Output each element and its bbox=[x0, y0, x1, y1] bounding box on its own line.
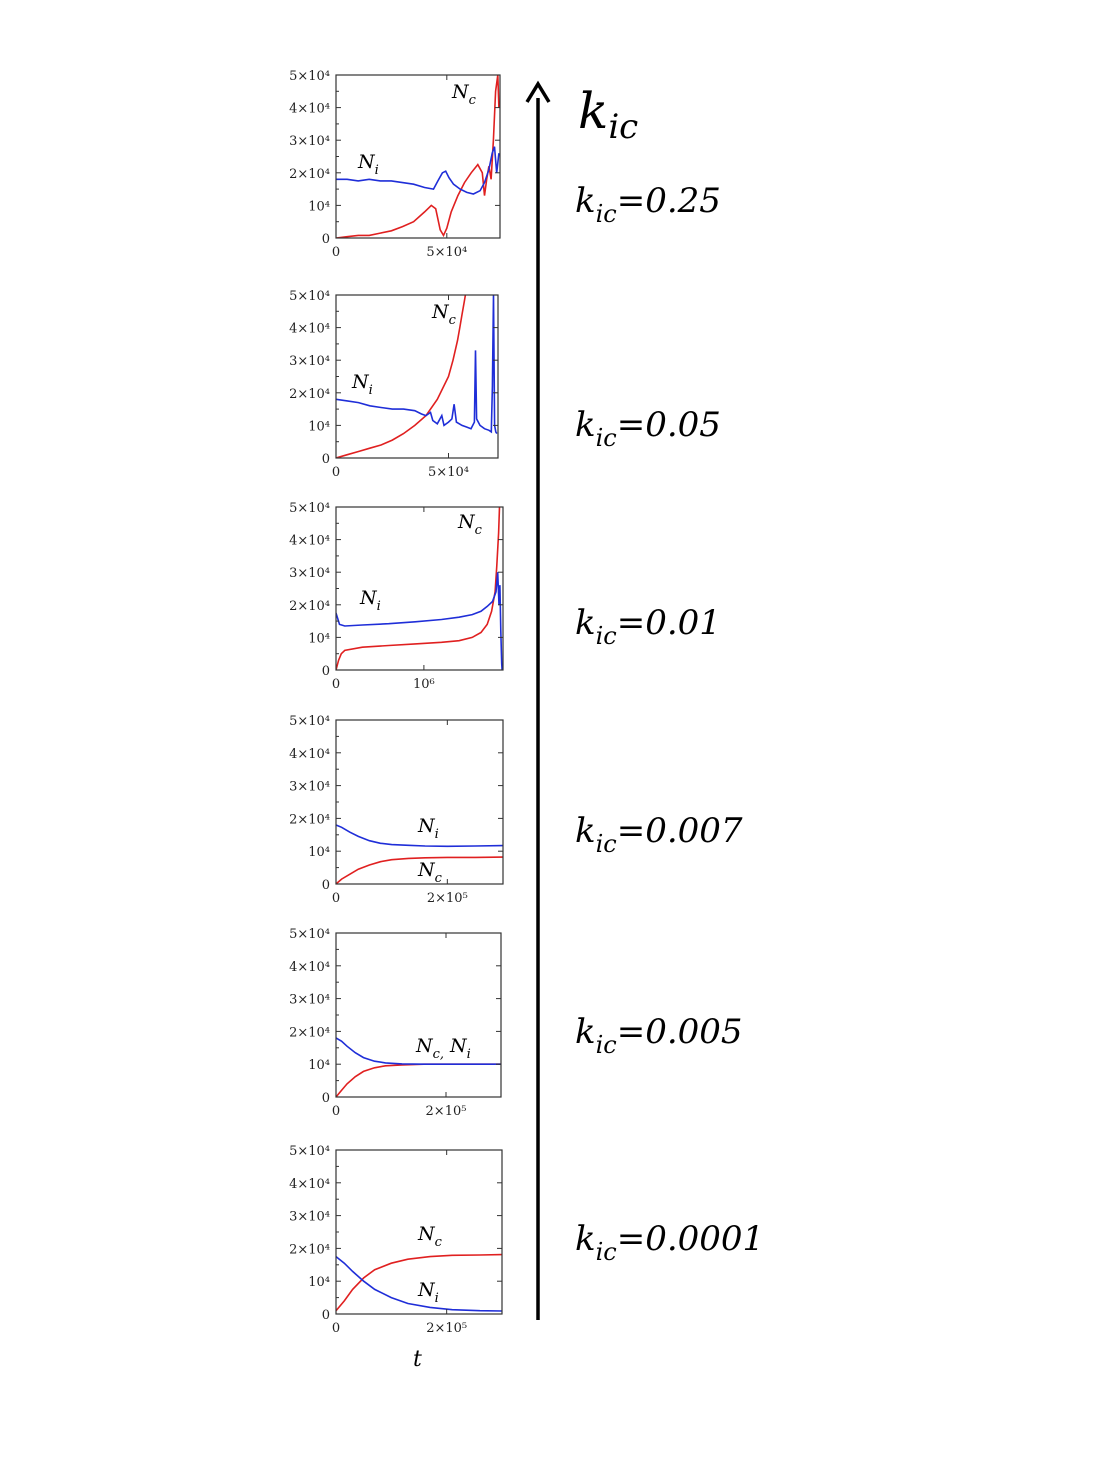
k-value-number: =0.25 bbox=[616, 181, 721, 221]
series-label-nc bbox=[451, 81, 477, 108]
series-label-ni bbox=[351, 371, 373, 398]
y-tick-label: 0 bbox=[321, 664, 330, 679]
k-value-label bbox=[575, 1219, 764, 1266]
arrow-title-sub: ic bbox=[608, 107, 639, 147]
k-value-sub: ic bbox=[595, 200, 617, 228]
k-value-sub: ic bbox=[595, 424, 617, 452]
chart-panel-4 bbox=[289, 714, 503, 906]
x-tick-label: 5×10⁴ bbox=[428, 465, 469, 480]
y-tick-label: 5×10⁴ bbox=[289, 289, 330, 304]
series-label-ni-sub: i bbox=[376, 599, 381, 614]
y-tick-label: 0 bbox=[321, 452, 330, 467]
series-label-nc-sub: c, bbox=[432, 1047, 445, 1062]
y-tick-label: 0 bbox=[321, 1091, 330, 1106]
series-label-ni bbox=[417, 815, 439, 842]
y-tick-label: 10⁴ bbox=[308, 1058, 330, 1074]
series-label-ni-sub: i bbox=[434, 827, 439, 842]
y-tick-label: 0 bbox=[321, 232, 330, 247]
series-label-ni-main: N bbox=[358, 151, 375, 173]
series-label-ni-sub: i bbox=[368, 383, 373, 398]
k-value-sub: ic bbox=[595, 830, 617, 858]
y-tick-label: 2×10⁴ bbox=[289, 386, 330, 402]
x-tick-label: 0 bbox=[331, 1104, 341, 1119]
y-tick-label: 3×10⁴ bbox=[289, 1209, 330, 1225]
k-value-number: =0.005 bbox=[616, 1012, 743, 1052]
series-label-nc-sub: c bbox=[448, 313, 456, 328]
x-tick-label: 0 bbox=[331, 245, 341, 260]
y-tick-label: 2×10⁴ bbox=[289, 1025, 330, 1041]
k-value-label bbox=[575, 181, 721, 228]
k-value-main: k bbox=[575, 1012, 596, 1052]
chart-panel-3 bbox=[289, 501, 503, 692]
y-tick-label: 3×10⁴ bbox=[289, 354, 330, 370]
series-label-nc bbox=[417, 1223, 443, 1250]
y-tick-label: 10⁴ bbox=[308, 1275, 330, 1291]
series-label-nc-sub: c bbox=[434, 1235, 442, 1250]
x-tick-label: 2×10⁵ bbox=[426, 1321, 468, 1336]
x-tick-label: 2×10⁵ bbox=[426, 891, 468, 906]
series-label-nc-sub: c bbox=[434, 871, 442, 886]
x-tick-label: 10⁶ bbox=[413, 677, 435, 692]
x-tick-label: 0 bbox=[331, 1321, 341, 1336]
series-label-ni bbox=[359, 587, 381, 614]
k-value-main: k bbox=[575, 405, 596, 445]
k-value-number: =0.007 bbox=[616, 811, 743, 851]
k-value-number: =0.0001 bbox=[616, 1219, 765, 1259]
arrow-title-main: k bbox=[578, 82, 609, 140]
x-tick-label: 0 bbox=[331, 891, 341, 906]
arrow-title bbox=[578, 82, 638, 147]
y-tick-label: 10⁴ bbox=[308, 631, 330, 647]
series-line-nc bbox=[336, 1064, 501, 1097]
y-tick-label: 4×10⁴ bbox=[289, 533, 330, 549]
y-tick-label: 4×10⁴ bbox=[289, 101, 330, 117]
series-label-nc-sub: c bbox=[468, 93, 476, 108]
y-tick-label: 5×10⁴ bbox=[289, 69, 330, 84]
y-tick-label: 10⁴ bbox=[308, 419, 330, 435]
y-tick-label: 3×10⁴ bbox=[289, 566, 330, 582]
k-value-main: k bbox=[575, 603, 596, 643]
series-label-ni-sub: i bbox=[374, 163, 379, 178]
y-tick-label: 5×10⁴ bbox=[289, 1144, 330, 1159]
y-tick-label: 2×10⁴ bbox=[289, 1242, 330, 1258]
k-value-label bbox=[575, 603, 721, 650]
series-label-ni-main: N bbox=[418, 1279, 435, 1301]
x-tick-label: 0 bbox=[331, 677, 341, 692]
y-tick-label: 10⁴ bbox=[308, 199, 330, 215]
y-tick-label: 4×10⁴ bbox=[289, 959, 330, 975]
k-value-label bbox=[575, 405, 721, 452]
series-label-nc-main: N bbox=[416, 1035, 433, 1057]
series-label-nc-main: N bbox=[452, 81, 469, 103]
y-tick-label: 10⁴ bbox=[308, 845, 330, 861]
k-value-label bbox=[575, 1012, 743, 1059]
series-label-ni-main: N bbox=[352, 371, 369, 393]
series-label-ni-main: N bbox=[360, 587, 377, 609]
series-label-nc bbox=[417, 859, 443, 886]
series-label-nc-sub: c bbox=[474, 523, 482, 538]
k-value-label bbox=[575, 811, 743, 858]
series-label-nc bbox=[431, 301, 457, 328]
y-tick-label: 5×10⁴ bbox=[289, 714, 330, 729]
y-tick-label: 2×10⁴ bbox=[289, 166, 330, 182]
x-tick-label: 5×10⁴ bbox=[426, 245, 468, 260]
y-tick-label: 4×10⁴ bbox=[289, 321, 330, 337]
series-label-ni bbox=[357, 151, 379, 178]
y-tick-label: 2×10⁴ bbox=[289, 598, 330, 614]
chart-panels bbox=[289, 69, 503, 1336]
k-value-number: =0.01 bbox=[616, 603, 721, 643]
series-label-ni-sub: i bbox=[434, 1291, 439, 1306]
y-tick-label: 0 bbox=[321, 1308, 330, 1323]
series-label-ni-sub: i bbox=[466, 1047, 471, 1062]
x-axis-label: t bbox=[413, 1347, 422, 1372]
series-label-nc bbox=[415, 1035, 444, 1062]
x-tick-label: 2×10⁵ bbox=[425, 1104, 467, 1119]
k-axis-arrow bbox=[527, 84, 549, 1320]
k-value-sub: ic bbox=[595, 1238, 617, 1266]
chart-panel-6 bbox=[289, 1144, 502, 1336]
k-value-number: =0.05 bbox=[616, 405, 721, 445]
y-tick-label: 3×10⁴ bbox=[289, 779, 330, 795]
series-label-nc-main: N bbox=[432, 301, 449, 323]
k-value-sub: ic bbox=[595, 622, 617, 650]
y-tick-label: 3×10⁴ bbox=[289, 992, 330, 1008]
series-label-ni-main: N bbox=[450, 1035, 467, 1057]
k-value-main: k bbox=[575, 811, 596, 851]
series-label-nc-main: N bbox=[418, 1223, 435, 1245]
y-tick-label: 5×10⁴ bbox=[289, 501, 330, 516]
series-label-ni-main: N bbox=[418, 815, 435, 837]
y-tick-label: 3×10⁴ bbox=[289, 134, 330, 150]
k-value-main: k bbox=[575, 181, 596, 221]
series-label-nc-main: N bbox=[458, 511, 475, 533]
x-tick-label: 0 bbox=[331, 465, 341, 480]
y-tick-label: 0 bbox=[321, 878, 330, 893]
y-tick-label: 4×10⁴ bbox=[289, 746, 330, 762]
y-tick-label: 4×10⁴ bbox=[289, 1176, 330, 1192]
chart-panel-5 bbox=[289, 927, 501, 1119]
series-label-nc bbox=[457, 511, 483, 538]
y-tick-label: 2×10⁴ bbox=[289, 812, 330, 828]
k-value-main: k bbox=[575, 1219, 596, 1259]
series-line-ni bbox=[336, 295, 497, 434]
k-value-sub: ic bbox=[595, 1031, 617, 1059]
series-label-ni bbox=[417, 1279, 439, 1306]
series-label-nc-main: N bbox=[418, 859, 435, 881]
chart-panel-1 bbox=[289, 69, 500, 260]
chart-panel-2 bbox=[289, 289, 498, 480]
series-label-ni bbox=[449, 1035, 471, 1062]
y-tick-label: 5×10⁴ bbox=[289, 927, 330, 942]
